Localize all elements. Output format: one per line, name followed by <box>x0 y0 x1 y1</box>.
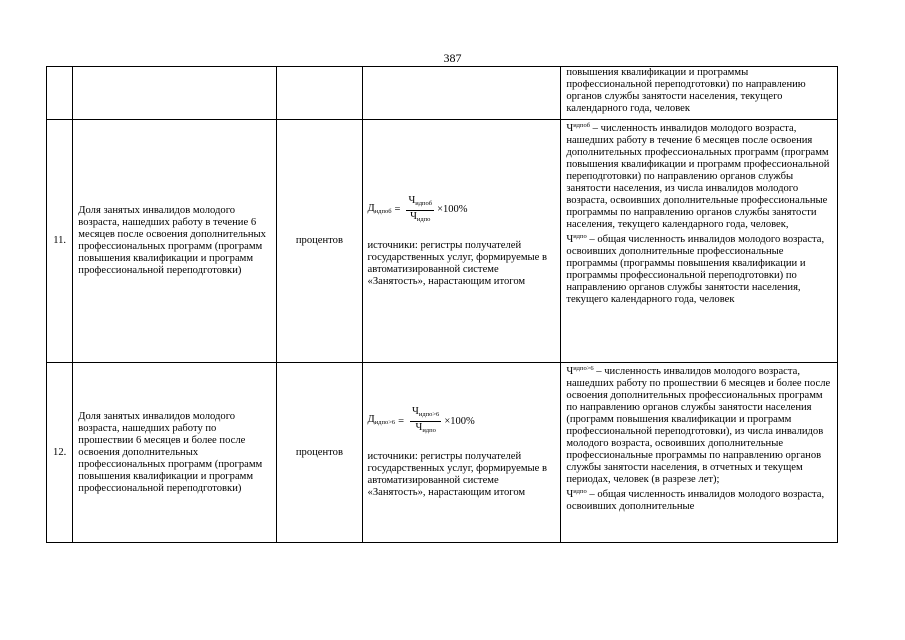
unit-of-measure: процентов <box>277 363 362 543</box>
formula-cell <box>362 67 561 120</box>
formula-fraction: $\frac{Ч_{идпо>6}}{Ч_{идпо}}$ <box>412 406 440 434</box>
description-cell <box>561 67 838 120</box>
table-row <box>47 363 838 543</box>
formula-multiplier: ×100% <box>437 204 468 215</box>
formula-lhs: $Д_{идпо>6}$ <box>367 414 396 426</box>
formula-equals: = <box>394 204 401 215</box>
sources-text: источники: регистры получателей государственных услуг, формируемые в автоматизированной системе «Занятость», нарастающим итогом <box>367 451 548 498</box>
description-item: $Ч^{идпо>6}$ – численность инвалидов молодого возраста, нашедших работу по прошествии 6 месяцев и более после освоения дополнительных профессиональных программ по направлению органов службы занятости населения (программ повышения квалификации и программ профессиональной переподготовки), из числа инвалидов молодого возраста, освоивших дополнительные профессиональные программы по направлению органов службы занятости населения, в отчетных и текущем периодах, человек (в разрезе лет); <box>566 365 831 485</box>
formula <box>368 406 556 437</box>
indicators-table <box>46 66 838 543</box>
formula-cell <box>362 120 561 363</box>
formula-cell <box>362 363 561 543</box>
unit-of-measure: процентов <box>277 120 362 363</box>
formula <box>368 195 556 226</box>
description-item: $Ч^{идпоб}$ – численность инвалидов молодого возраста, нашедших работу в течение 6 месяцев после освоения дополнительных профессиональных программ (программ повышения квалификации и программ профессиональной переподготовки) по направлению органов службы занятости населения, из числа инвалидов молодого возраста, освоивших дополнительные профессиональные программы по направлению органов службы занятости населения, текущего календарного года, человек, <box>566 122 830 230</box>
page-number: 387 <box>443 51 462 65</box>
table-row <box>47 120 838 363</box>
description-cell <box>561 363 838 543</box>
formula-equals: = <box>398 415 405 427</box>
description-item: $Ч^{идпо}$ – общая численность инвалидов молодого возраста, освоивших дополнительные профессиональные программы (программы повышения квалификации и программы профессиональной переподготовки) по направлению органов службы занятости населения, текущего календарного года, человек <box>566 233 825 305</box>
description-item: $Ч^{идпо}$ – общая численность инвалидов молодого возраста, освоивших дополнительные <box>566 488 825 512</box>
row-number: 12. <box>47 363 73 543</box>
unit-cell <box>277 67 362 120</box>
sources-text: источники: регистры получателей государственных услуг, формируемые в автоматизированной системе «Занятость», нарастающим итогом <box>367 239 548 287</box>
table-row-continuation <box>47 67 838 120</box>
description-text: повышения квалификации и программы профессиональной переподготовки) по направлению органов службы занятости населения, текущего календарного года, человек <box>566 67 806 114</box>
name-cell <box>73 67 277 120</box>
indicator-name: Доля занятых инвалидов молодого возраста, нашедших работу в течение 6 месяцев после освоения дополнительных профессиональных программ (программ повышения квалификации и программ профессиональной переподготовки) <box>73 120 277 363</box>
indicator-name: Доля занятых инвалидов молодого возраста, нашедших работу по прошествии 6 месяцев и более после освоения дополнительных профессиональных программ (программ повышения квалификации и программ профессиональной переподготовки) <box>73 363 277 543</box>
formula-lhs: $Д_{ндпоб}$ <box>367 202 392 215</box>
description-cell <box>561 120 838 363</box>
formula-multiplier: ×100% <box>444 415 475 427</box>
row-number: 11. <box>47 120 73 363</box>
num-cell <box>47 67 73 120</box>
formula-fraction: $\frac{Ч_{идпоб}}{Ч_{идпо}}$ <box>408 194 433 223</box>
